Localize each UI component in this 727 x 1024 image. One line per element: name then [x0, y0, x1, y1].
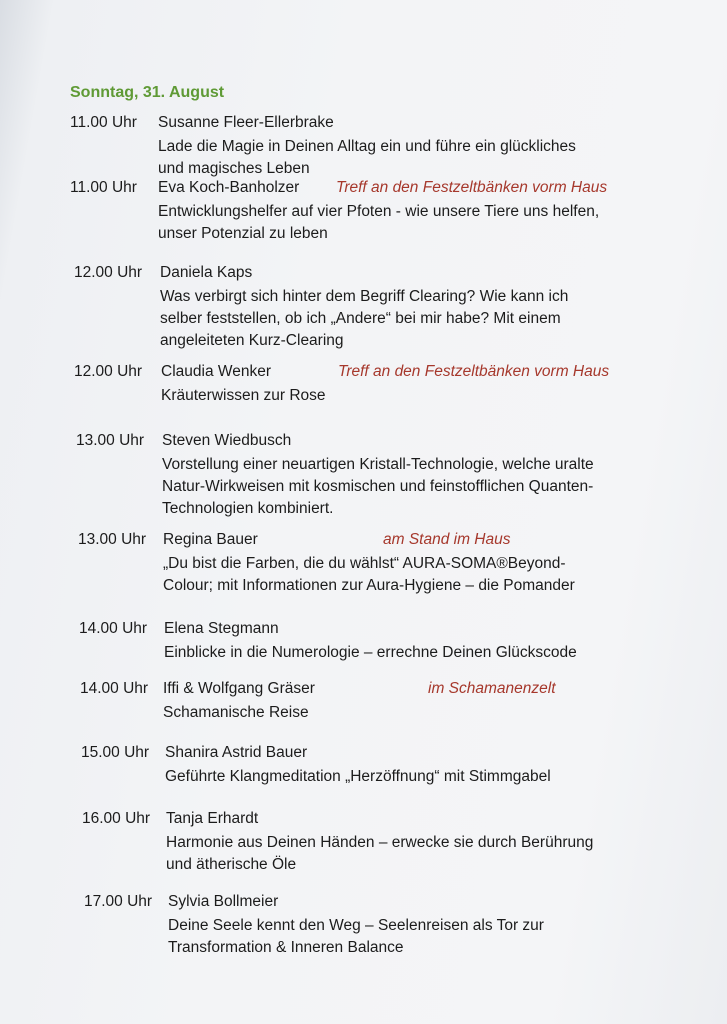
session-description	[168, 915, 544, 959]
session-description	[164, 642, 577, 664]
session-description	[161, 385, 326, 407]
description-line: unser Potenzial zu leben	[158, 225, 328, 242]
session-speaker: Steven Wiedbusch	[162, 432, 292, 449]
description-line: Entwicklungshelfer auf vier Pfoten - wie unsere Tiere uns helfen,	[158, 203, 600, 220]
description-line: „Du bist die Farben, die du wählst“ AURA-SOMA®Beyond-	[163, 555, 566, 572]
session-description	[160, 286, 568, 352]
session-location: Treff an den Festzeltbänken vorm Haus	[336, 179, 608, 196]
session-time: 12.00 Uhr	[74, 363, 143, 380]
session-description	[158, 201, 599, 245]
description-line: Geführte Klangmeditation „Herzöffnung“ mit Stimmgabel	[165, 768, 551, 785]
description-line: Schamanische Reise	[163, 704, 309, 721]
session-speaker: Sylvia Bollmeier	[168, 893, 279, 910]
description-line: Transformation & Inneren Balance	[168, 939, 404, 956]
session-speaker: Tanja Erhardt	[166, 810, 259, 827]
session-speaker: Shanira Astrid Bauer	[165, 744, 308, 761]
session-speaker: Regina Bauer	[163, 531, 258, 548]
session-time: 16.00 Uhr	[82, 810, 151, 827]
session-time: 15.00 Uhr	[81, 744, 150, 761]
session-speaker: Susanne Fleer-Ellerbrake	[158, 114, 334, 131]
session-time: 13.00 Uhr	[76, 432, 145, 449]
session-speaker: Elena Stegmann	[164, 620, 279, 637]
description-line: Kräuterwissen zur Rose	[161, 387, 326, 404]
session-description	[158, 136, 576, 180]
day-heading: Sonntag, 31. August	[70, 84, 225, 101]
session-speaker: Daniela Kaps	[160, 264, 253, 281]
session-description	[165, 766, 551, 788]
description-line: Lade die Magie in Deinen Alltag ein und führe ein glückliches	[158, 138, 576, 155]
description-line: und magisches Leben	[158, 160, 310, 177]
session-description	[166, 832, 593, 876]
description-line: Technologien kombiniert.	[162, 500, 334, 517]
description-line: Natur-Wirkweisen mit kosmischen und feinstofflichen Quanten-	[162, 478, 594, 495]
session-description	[163, 702, 309, 724]
session-time: 12.00 Uhr	[74, 264, 143, 281]
session-description	[162, 454, 594, 520]
session-time: 17.00 Uhr	[84, 893, 153, 910]
description-line: Deine Seele kennt den Weg – Seelenreisen als Tor zur	[168, 917, 544, 934]
session-speaker: Eva Koch-Banholzer	[158, 179, 300, 196]
session-description	[163, 553, 575, 597]
session-location: im Schamanenzelt	[428, 680, 556, 697]
session-location: am Stand im Haus	[383, 531, 511, 548]
description-line: Was verbirgt sich hinter dem Begriff Clearing? Wie kann ich	[160, 288, 569, 305]
description-line: und ätherische Öle	[166, 856, 297, 873]
session-location: Treff an den Festzeltbänken vorm Haus	[338, 363, 610, 380]
description-line: Harmonie aus Deinen Händen – erwecke sie durch Berührung	[166, 834, 594, 851]
description-line: Einblicke in die Numerologie – errechne Deinen Glückscode	[164, 644, 577, 661]
session-time: 13.00 Uhr	[78, 531, 147, 548]
session-time: 14.00 Uhr	[80, 680, 149, 697]
session-speaker: Iffi & Wolfgang Gräser	[163, 680, 315, 697]
session-time: 14.00 Uhr	[79, 620, 148, 637]
session-speaker: Claudia Wenker	[161, 363, 271, 380]
description-line: selber feststellen, ob ich „Andere“ bei mir habe? Mit einem	[160, 310, 561, 327]
description-line: angeleiteten Kurz-Clearing	[160, 332, 344, 349]
session-time: 11.00 Uhr	[70, 179, 137, 196]
session-time: 11.00 Uhr	[70, 114, 137, 131]
description-line: Colour; mit Informationen zur Aura-Hygiene – die Pomander	[163, 577, 575, 594]
description-line: Vorstellung einer neuartigen Kristall-Technologie, welche uralte	[162, 456, 594, 473]
